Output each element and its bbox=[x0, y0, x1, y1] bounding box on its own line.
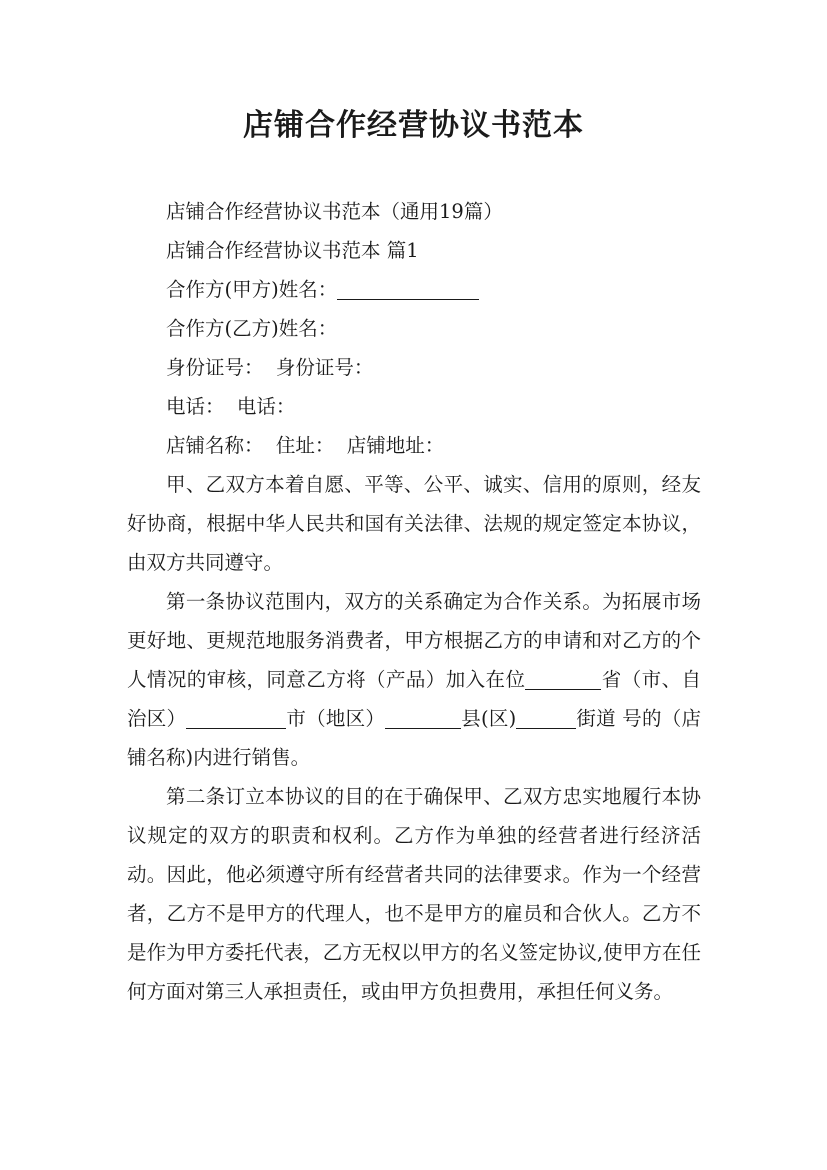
province-blank bbox=[525, 668, 601, 690]
district-label: (区) bbox=[481, 707, 517, 730]
street-blank bbox=[516, 707, 576, 729]
paragraph-article-1 bbox=[127, 582, 701, 777]
shop-line: 店铺名称： 住址： 店铺地址： bbox=[166, 434, 445, 457]
street-suffix: 街道 号的（店铺名称)内进行销售。 bbox=[127, 707, 701, 769]
county-label: 县 bbox=[461, 707, 482, 730]
province-label: 省（市、自治区） bbox=[127, 668, 701, 730]
party-a-name-label: 合作方(甲方)姓名： bbox=[166, 278, 338, 301]
city-label: 市（地区） bbox=[286, 707, 386, 730]
document-title: 店铺合作经营协议书范本 bbox=[243, 108, 584, 143]
county-blank bbox=[385, 707, 461, 729]
article-1-intro: 第一条协议范围内，双方的关系确定为合作关系。为拓展市场更好地、更规范地服务消费者，甲方根据乙方的申请和对乙方的个人情况的审核，同意乙方将（产品）加入在位 bbox=[127, 590, 701, 691]
party-a-name-line bbox=[127, 270, 701, 309]
section-heading: 店铺合作经营协议书范本 篇1 bbox=[166, 239, 419, 262]
city-blank bbox=[186, 707, 286, 729]
party-a-name-blank bbox=[337, 278, 479, 300]
document-body bbox=[127, 192, 701, 1011]
paragraph-article-2: 第二条订立本协议的目的在于确保甲、乙双方忠实地履行本协议规定的双方的职责和权利。乙方作为单独的经营者进行经济活动。因此，他必须遵守所有经营者共同的法律要求。作为一个经营者，乙方不是甲方的代理人，也不是甲方的雇员和合伙人。乙方不是作为甲方委托代表，乙方无权以甲方的名义签定协议,使甲方在任何方面对第三人承担责任，或由甲方负担费用，承担任何义务。 bbox=[127, 785, 701, 1003]
paragraph-principle: 甲、乙双方本着自愿、平等、公平、诚实、信用的原则，经友好协商，根据中华人民共和国有关法律、法规的规定签定本协议，由双方共同遵守。 bbox=[127, 473, 701, 574]
id-number-line: 身份证号： 身份证号： bbox=[166, 356, 374, 379]
phone-line: 电话： 电话： bbox=[166, 395, 296, 418]
party-b-name-line: 合作方(乙方)姓名： bbox=[166, 317, 338, 340]
document-subtitle: 店铺合作经营协议书范本（通用19篇） bbox=[166, 200, 503, 223]
